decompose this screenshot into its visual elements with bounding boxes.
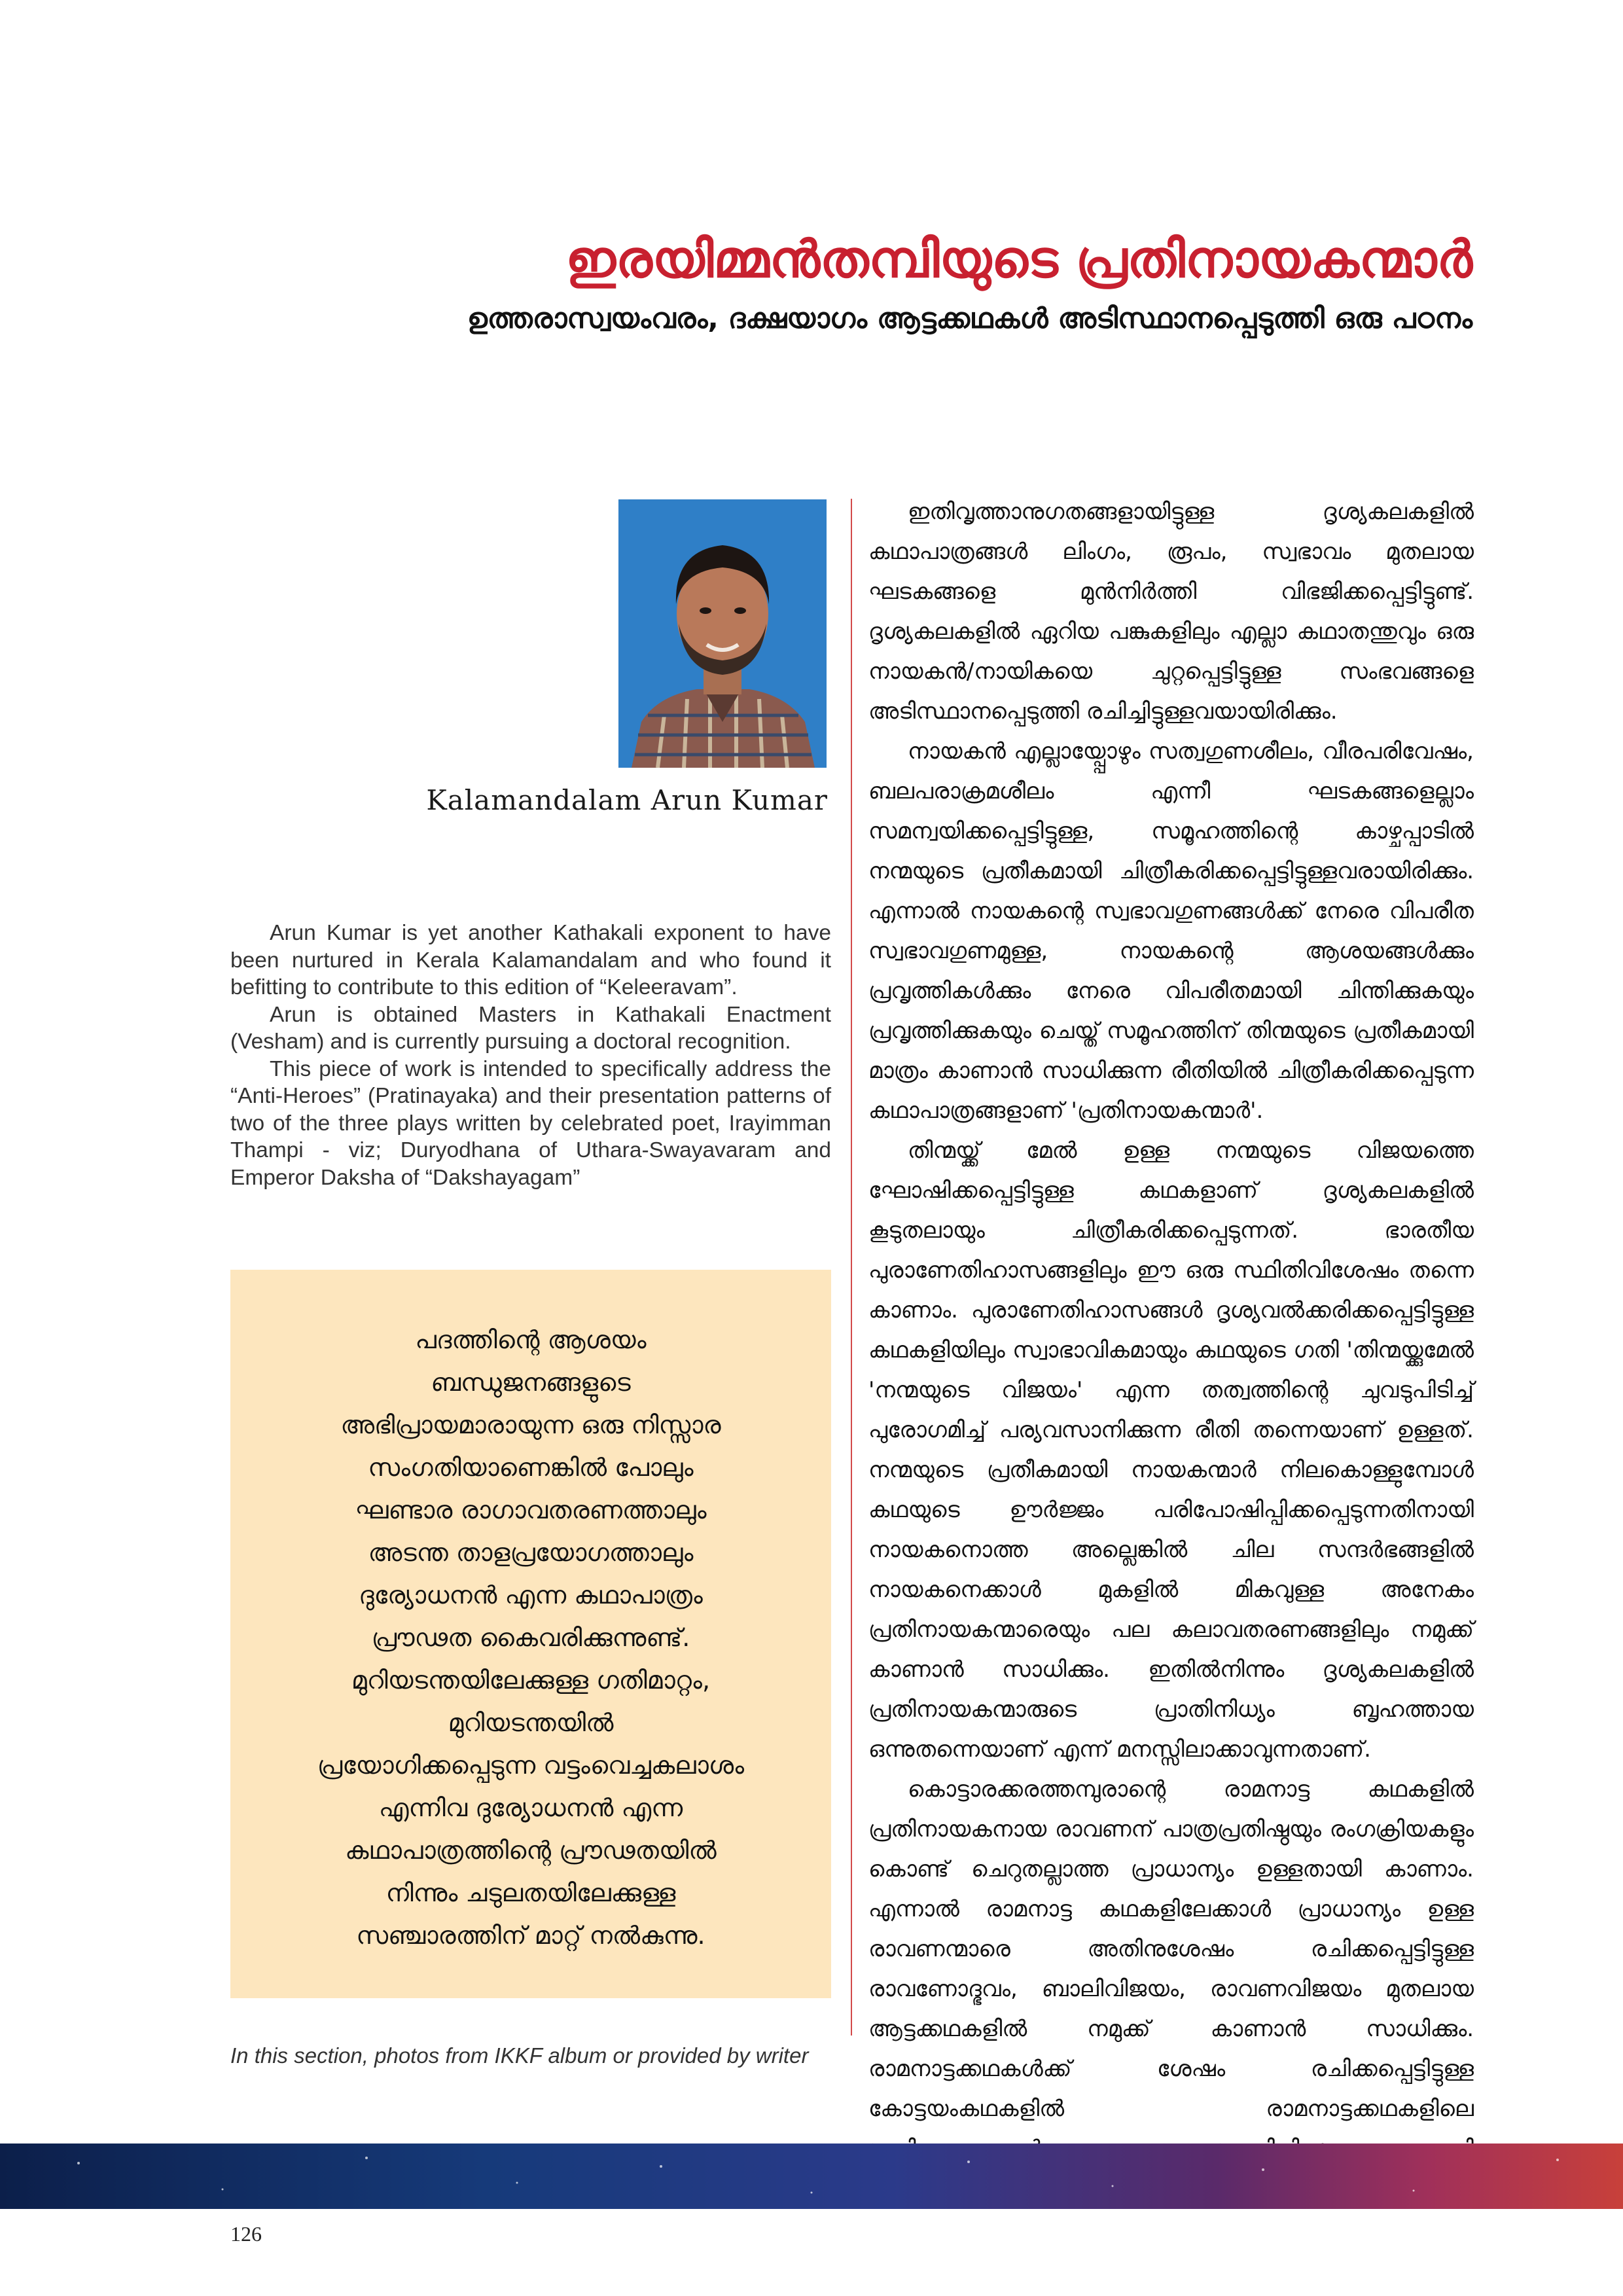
pullquote-line: സഞ്ചാരത്തിന് മാറ്റ് നൽകുന്നു.	[356, 1921, 705, 1950]
pullquote-line: നിന്നും ചടുലതയിലേക്കുള്ള	[385, 1878, 676, 1907]
pullquote-line: ഘണ്ടാര രാഗാവതരണത്താലും	[355, 1496, 707, 1524]
pullquote-line: സംഗതിയാണെങ്കിൽ പോലും	[368, 1453, 694, 1482]
pullquote-line: മുറിയടന്തയിലേക്കുള്ള ഗതിമാറ്റം,	[351, 1666, 711, 1695]
author-name: Kalamandalam Arun Kumar	[426, 784, 828, 816]
page-number: 126	[230, 2222, 262, 2246]
pullquote-box	[230, 1270, 831, 1998]
pullquote-line: പ്രയോഗിക്കപ്പെടുന്ന വട്ടംവെച്ചകലാശം	[317, 1751, 745, 1780]
article-subtitle: ഉത്തരാസ്വയംവരം, ദക്ഷയാഗം ആട്ടക്കഥകൾ അടിസ്ഥാനപ്പെടുത്തി ഒരു പഠനം	[467, 302, 1472, 335]
body-paragraph: നായകൻ എല്ലായ്പ്പോഴും സത്വഗുണശീലം, വീരപരിവേഷം, ബലപരാക്രമശീലം എന്നീ ഘടകങ്ങളെല്ലാം സമന്വയിക്കപ്പെട്ടിട്ടുള്ള, സമൂഹത്തിന്റെ കാഴ്ചപ്പാടിൽ നന്മയുടെ പ്രതീകമായി ചിത്രീകരിക്കപ്പെട്ടിട്ടുള്ളവരായിരിക്കും. എന്നാൽ നായകന്റെ സ്വഭാവഗുണങ്ങൾക്ക് നേരെ വിപരീത സ്വഭാവഗുണമുള്ള, നായകന്റെ ആശയങ്ങൾക്കും പ്രവൃത്തികൾക്കും നേരെ വിപരീതമായി ചിന്തിക്കുകയും പ്രവൃത്തിക്കുകയും ചെയ്ത് സമൂഹത്തിന് തിന്മയുടെ പ്രതീകമായി മാത്രം കാണാൻ സാധിക്കുന്ന രീതിയിൽ ചിത്രീകരിക്കപ്പെടുന്ന കഥാപാത്രങ്ങളാണ് 'പ്രതിനായകന്മാർ'.	[868, 738, 1474, 1124]
pullquote-line: മുറിയടന്തയിൽ	[448, 1708, 614, 1737]
decorative-space-band	[0, 2144, 1623, 2209]
pullquote-line: പദത്തിന്റെ ആശയം	[415, 1325, 647, 1354]
pullquote-line: കഥാപാത്രത്തിന്റെ പ്രൗഢതയിൽ	[345, 1836, 717, 1865]
article-title: ഇരയിമ്മൻതമ്പിയുടെ പ്രതിനായകന്മാർ	[565, 230, 1472, 289]
portrait-photo-icon	[618, 499, 827, 768]
body-paragraph: തിന്മയ്ക്ക് മേൽ ഉള്ള നന്മയുടെ വിജയത്തെ ഘോഷിക്കപ്പെട്ടിട്ടുള്ള കഥകളാണ് ദൃശ്യകലകളിൽ കൂടുതലായും ചിത്രീകരിക്കപ്പെടുന്നത്. ഭാരതീയ പുരാണേതിഹാസങ്ങളിലും ഈ ഒരു സ്ഥിതിവിശേഷം തന്നെ കാണാം. പുരാണേതിഹാസങ്ങൾ ദൃശ്യവൽക്കരിക്കപ്പെട്ടിട്ടുള്ള കഥകളിയിലും സ്വാഭാവികമായും കഥയുടെ ഗതി 'തിന്മയ്ക്കുമേൽ 'നന്മയുടെ വിജയം' എന്ന തത്വത്തിന്റെ ചുവടുപിടിച്ച് പുരോഗമിച്ച് പര്യവസാനിക്കുന്ന രീതി തന്നെയാണ് ഉള്ളത്. നന്മയുടെ പ്രതീകമായി നായകന്മാർ നിലകൊള്ളുമ്പോൾ കഥയുടെ ഊർജ്ജം പരിപോഷിപ്പിക്കപ്പെടുന്നതിനായി നായകനൊത്ത അല്ലെങ്കിൽ ചില സന്ദർഭങ്ങളിൽ നായകനെക്കാൾ മുകളിൽ മികവുള്ള അനേകം പ്രതിനായകന്മാരെയും പല കലാവതരണങ്ങളിലും നമുക്ക് കാണാൻ സാധിക്കും. ഇതിൽനിന്നും ദൃശ്യകലകളിൽ പ്രതിനായകന്മാരുടെ പ്രാതിനിധ്യം ബൃഹത്തായ ഒന്നുതന്നെയാണ് എന്ന് മനസ്സിലാക്കാവുന്നതാണ്.	[868, 1138, 1474, 1763]
photo-credit: In this section, photos from IKKF album or provided by writer	[230, 2043, 809, 2068]
pullquote-line: അഭിപ്രായമാരായുന്ന ഒരു നിസ്സാര	[340, 1410, 721, 1439]
body-paragraph: കൊട്ടാരക്കരത്തമ്പുരാന്റെ രാമനാട്ട കഥകളിൽ പ്രതിനായകനായ രാവണന് പാത്രപ്രതിഷ്ഠയും രംഗക്രിയകളും കൊണ്ട് ചെറുതല്ലാത്ത പ്രാധാന്യം ഉള്ളതായി കാണാം. എന്നാൽ രാമനാട്ട കഥകളിലേക്കാൾ പ്രാധാന്യം ഉള്ള രാവണന്മാരെ അതിനുശേഷം രചിക്കപ്പെട്ടിട്ടുള്ള രാവണോദ്ഭവം, ബാലിവിജയം, രാവണവിജയം മുതലായ ആട്ടക്കഥകളിൽ നമുക്ക് കാണാൻ സാധിക്കും. രാമനാട്ടക്കഥകൾക്ക് ശേഷം രചിക്കപ്പെട്ടിട്ടുള്ള കോട്ടയംകഥകളിൽ രാമനാട്ടക്കഥകളിലെ	[868, 1776, 1474, 2122]
pullquote-line: എന്നിവ ദുര്യോധനൻ എന്ന	[378, 1793, 683, 1822]
column-divider	[851, 499, 852, 2036]
body-paragraph: ഇതിവൃത്താനുഗതങ്ങളായിട്ടുള്ള ദൃശ്യകലകളിൽ കഥാപാത്രങ്ങൾ ലിംഗം, രൂപം, സ്വഭാവം മുതലായ ഘടകങ്ങളെ മുൻനിർത്തി വിഭജിക്കപ്പെട്ടിട്ടുണ്ട്. ദൃശ്യകലകളിൽ ഏറിയ പങ്കുകളിലും എല്ലാ കഥാതന്തുവും ഒരു നായകൻ/നായികയെ ചുറ്റപ്പെട്ടിട്ടുള്ള സംഭവങ്ങളെ അടിസ്ഥാനപ്പെടുത്തി രചിച്ചിട്ടുള്ളവയായിരിക്കും.	[868, 499, 1474, 725]
article-body	[868, 492, 1474, 2209]
author-photo	[618, 499, 827, 768]
bio-paragraph: Arun is obtained Masters in Kathakali Enactment (Vesham) and is currently pursuing a doctoral recognition.	[230, 1002, 831, 1054]
author-bio	[230, 920, 831, 1191]
bio-paragraph: Arun Kumar is yet another Kathakali exponent to have been nurtured in Kerala Kalamandalam and who found it befitting to contribute to this edition of “Keleeravam”.	[230, 921, 831, 999]
starfield-band-icon	[0, 2144, 1623, 2209]
bio-paragraph: This piece of work is intended to specifically address the “Anti-Heroes” (Pratinayaka) and their presentation patterns of two of the three plays written by celebrated poet, Irayimman Thampi - viz; Duryodhana of Uthara-Swayavaram and Emperor Daksha of “Dakshayagam”	[230, 1056, 831, 1190]
pullquote-line: അടന്ത താളപ്രയോഗത്താലും	[368, 1538, 694, 1567]
pullquote-line: ബന്ധുജനങ്ങളുടെ	[431, 1368, 631, 1397]
pullquote-line: ദുര്യോധനൻ എന്ന കഥാപാത്രം	[359, 1581, 703, 1609]
pullquote-line: പ്രൗഢത കൈവരിക്കുന്നുണ്ട്.	[371, 1623, 690, 1652]
pullquote-text	[230, 1319, 831, 1957]
